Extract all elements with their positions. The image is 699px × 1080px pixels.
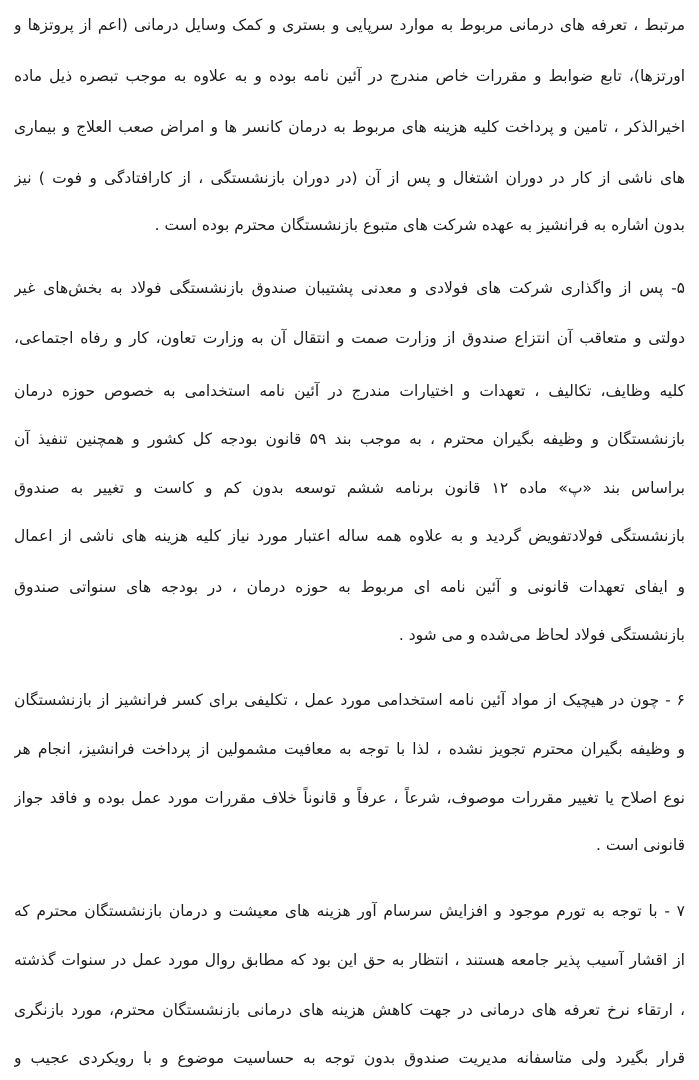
text-line: ، ارتقاء نرخ تعرفه های درمانی در جهت کاهش هزینه های درمانی بازنشستگان محترم، مورد بازنگری (14, 1001, 685, 1019)
text-line: و وظیفه بگیران محترم تجویز نشده ، لذا با توجه به معافیت مشمولین از پرداخت فرانشیز، انجام هر (14, 740, 685, 758)
text-line: مرتبط ، تعرفه های درمانی مربوط به موارد سرپایی و بستری و کمک وسایل درمانی (اعم از پروتزها و (14, 16, 685, 34)
text-line: کلیه وظایف، تکالیف ، تعهدات و اختیارات مندرج در آئین نامه استخدامی به خصوص حوزه درمان (14, 382, 685, 400)
text-line: بازنشستگی فولاد لحاظ می‌شده و می شود . (398, 626, 685, 644)
text-line: اخیرالذکر ، تامین و پرداخت کلیه هزینه های مربوط به درمان کانسر ها و امراض صعب العلاج و بیماری (14, 118, 685, 136)
text-line: های ناشی از کار در دوران اشتغال و پس از آن (در دوران بازنشستگی ، از کارافتادگی و فوت ) نیز (14, 169, 685, 187)
text-line: از اقشار آسیب پذیر جامعه هستند ، انتظار به حق این بود که مطابق روال مورد عمل در سنوات گذشته (14, 951, 685, 969)
text-line: قانونی است . (596, 836, 685, 854)
text-line: و ایفای تعهدات قانونی و آئین نامه ای مربوط به حوزه درمان ، در بودجه های سنواتی صندوق (14, 578, 685, 596)
text-line: بدون اشاره به فرانشیز به عهده شرکت های متبوع بازنشستگان محترم بوده است . (154, 216, 685, 234)
text-line: براساس بند «پ» ماده ۱۲ قانون برنامه ششم توسعه بدون کم و کاست و تغییر به صندوق (14, 479, 685, 497)
text-line: ۵- پس از واگذاری شرکت های فولادی و معدنی پشتیبان صندوق بازنشستگی فولاد به بخش‌های غیر (14, 279, 685, 297)
text-line: نوع اصلاح یا تغییر مقررات موصوف، شرعاً ، عرفاً و قانوناً خلاف مقررات مورد عمل بوده و فاقد جواز (14, 789, 685, 807)
text-line: اورتزها)، تابع ضوابط و مقررات خاص مندرج در آئین نامه بوده و به علاوه به موجب تبصره ذیل ماده (14, 67, 685, 85)
text-line: قرار بگیرد ولی متاسفانه مدیریت صندوق بدون توجه به حساسیت موضوع و با رویکردی عجیب و (14, 1049, 685, 1067)
text-line: ۷ - با توجه به تورم موجود و افزایش سرسام آور هزینه های معیشت و درمان بازنشستگان محترم که (14, 902, 685, 920)
text-line: دولتی و متعاقب آن انتزاع صندوق از وزارت صمت و انتقال آن به وزارت تعاون، کار و رفاه اجتماعی، (14, 329, 685, 347)
text-line: ۶ - چون در هیچیک از مواد آئین نامه استخدامی مورد عمل ، تکلیفی برای کسر فرانشیز از بازنشستگان (14, 691, 685, 709)
text-line: بازنشستگی فولادتفویض گردید و به علاوه همه ساله اعتبار مورد نیاز کلیه هزینه های ناشی از اعمال (14, 527, 685, 545)
text-line: بازنشستگان و وظیفه بگیران محترم ، به موجب بند ۵۹ قانون بودجه کل کشور و همچنین تنفیذ آن (14, 430, 685, 448)
